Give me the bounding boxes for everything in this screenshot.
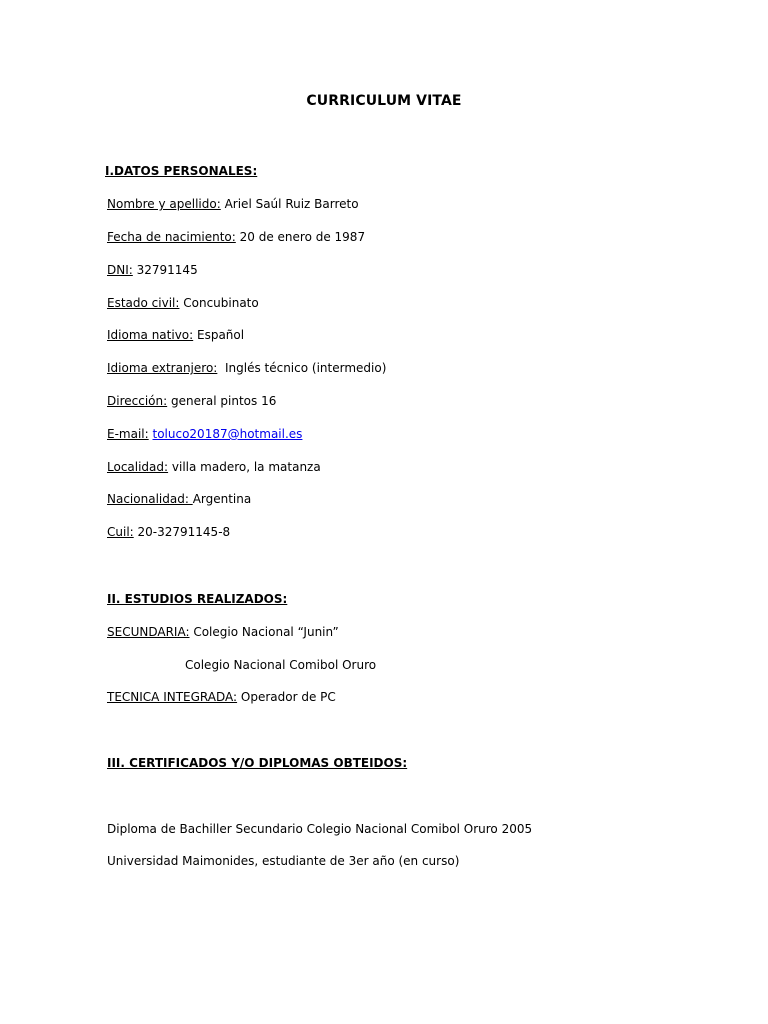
field-technical (107, 689, 336, 705)
field-value: general pintos 16 (167, 394, 277, 408)
field-value: Concubinato (179, 296, 259, 310)
field-dni (107, 262, 198, 278)
field-label: Cuil: (107, 525, 134, 539)
field-value: 20-32791145-8 (133, 525, 231, 539)
field-value: 32791145 (132, 263, 198, 277)
field-value: Argentina (192, 492, 252, 506)
field-label: Estado civil: (107, 296, 180, 310)
field-label: DNI: (107, 263, 133, 277)
email-link[interactable]: toluco20187@hotmail.es (152, 427, 303, 441)
section-heading-certificates: III. CERTIFICADOS Y/O DIPLOMAS OBTEIDOS: (107, 756, 408, 770)
field-label: TECNICA INTEGRADA: (107, 690, 238, 704)
field-email (107, 426, 302, 442)
field-marital-status (107, 295, 259, 311)
field-label: Idioma extranjero: (107, 361, 218, 375)
field-native-language (107, 327, 244, 343)
section-heading-studies: II. ESTUDIOS REALIZADOS: (107, 592, 288, 606)
field-secondary (107, 624, 339, 640)
field-value: Inglés técnico (intermedio) (217, 361, 387, 375)
field-label: Fecha de nacimiento: (107, 230, 236, 244)
field-label: Nombre y apellido: (107, 197, 221, 211)
field-secondary-2: Colegio Nacional Comibol Oruro (185, 658, 377, 672)
field-locality (107, 459, 321, 475)
document-title: CURRICULUM VITAE (306, 93, 462, 109)
section-heading-personal: I.DATOS PERSONALES: (105, 164, 258, 178)
field-nationality (107, 491, 251, 507)
field-birthdate (107, 229, 365, 245)
field-label: SECUNDARIA: (107, 625, 190, 639)
field-label: Dirección: (107, 394, 168, 408)
field-label: Localidad: (107, 460, 169, 474)
field-cuil (107, 524, 230, 540)
field-value: Ariel Saúl Ruiz Barreto (220, 197, 359, 211)
certificate-item: Universidad Maimonides, estudiante de 3er año (en curso) (107, 854, 460, 868)
field-label: E-mail: (107, 427, 149, 441)
field-label: Idioma nativo: (107, 328, 194, 342)
field-value: Operador de PC (237, 690, 336, 704)
field-address (107, 393, 276, 409)
field-value: 20 de enero de 1987 (235, 230, 366, 244)
field-label: Nacionalidad: (107, 492, 193, 506)
field-name (107, 196, 359, 212)
field-value: Español (193, 328, 245, 342)
field-value: villa madero, la matanza (168, 460, 321, 474)
field-value: Colegio Nacional “Junin” (189, 625, 339, 639)
certificate-item: Diploma de Bachiller Secundario Colegio Nacional Comibol Oruro 2005 (107, 822, 533, 836)
field-foreign-language (107, 360, 386, 376)
